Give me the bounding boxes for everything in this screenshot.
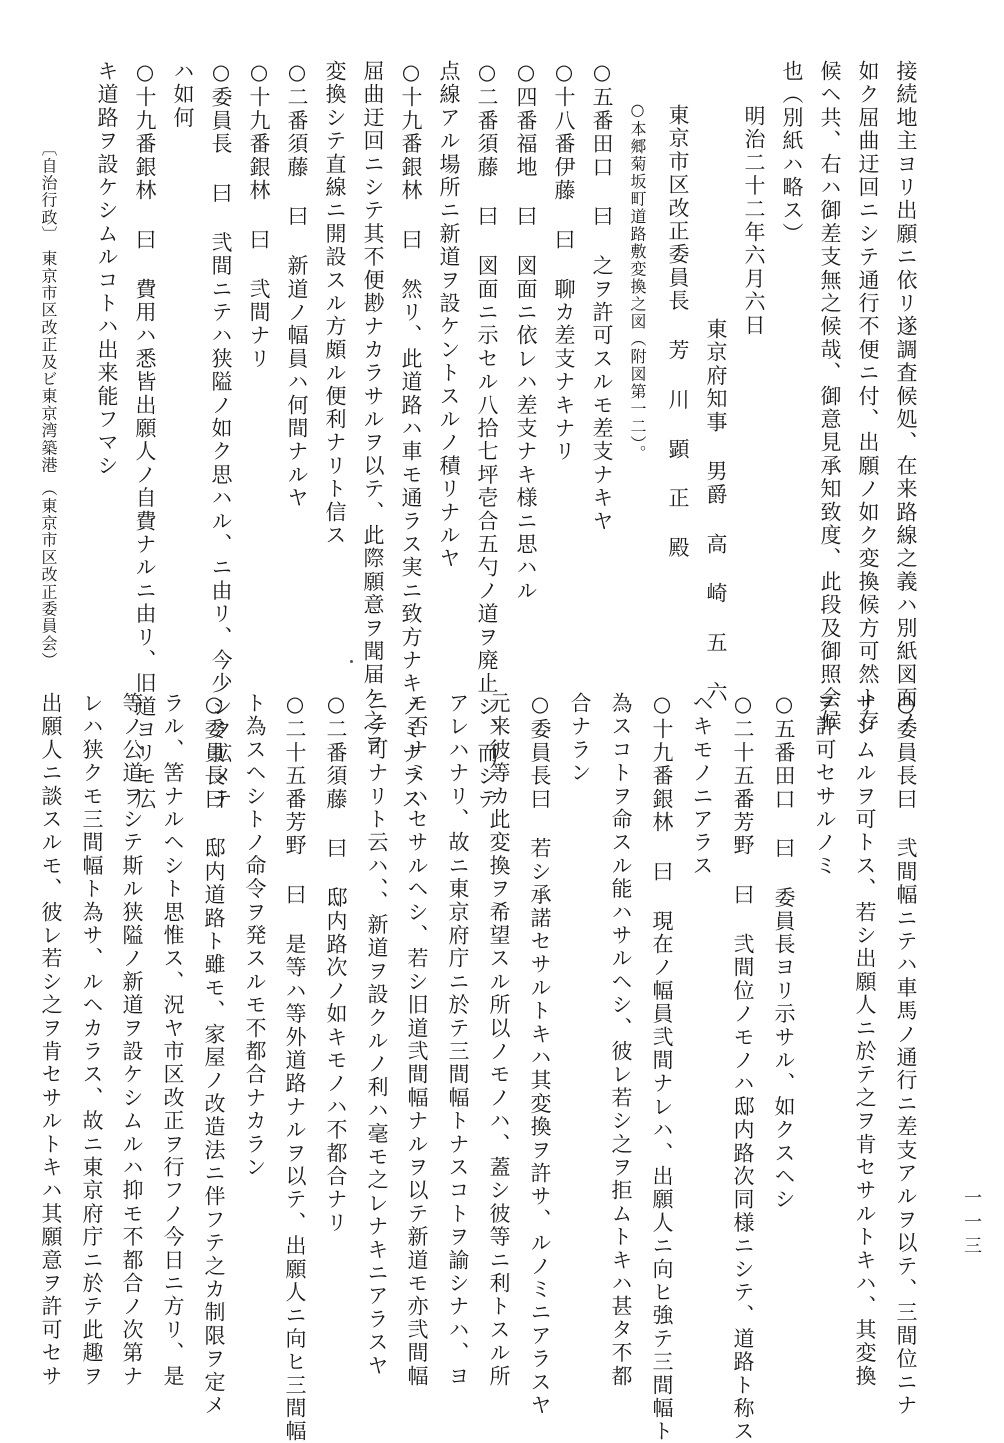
text-column: ○委員長曰 邸内道路ト雖モ、家屋ノ改造法ニ伴フテ之カ制限ヲ定メ xyxy=(202,692,226,1418)
text-column: ○十九番銀林 曰 現在ノ幅員弐間ナレハ、出願人ニ向ヒ強テ三間幅ト xyxy=(650,692,674,1443)
text-column: 候ヘ共、右ハ御差支無之候哉、御意見承知致度、此段及御照会候 xyxy=(818,60,842,733)
text-column: 屈曲迂回ニシテ其不便尠ナカラサルヲ以テ、此際願意ヲ聞届ケ之ヲ xyxy=(361,60,385,756)
sender-line: 東京府知事 男爵 高 崎 五 六 xyxy=(704,318,728,705)
text-column: ○委員長曰 弐間幅ニテハ車馬ノ通行ニ差支アルヲ以テ、三間位ニナ xyxy=(894,692,918,1418)
text-column: アレハナリ、故ニ東京府庁ニ於テ三間幅トナスコトヲ諭シナハ、ヨ xyxy=(446,692,470,1388)
text-column: ○二十五番芳野 曰 是等ハ等外道路ナルヲ以テ、出願人ニ向ヒ三間幅 xyxy=(283,692,307,1443)
text-column: 等ノ公道ヲシテ斯ル狭隘ノ新道ヲ設ケシムルハ抑モ不都合ノ次第ナ xyxy=(120,692,144,1388)
text-column: 接続地主ヨリ出願ニ依リ遂調査候処、在来路線之義ハ別紙図面ノ xyxy=(894,60,918,733)
text-column: ヘキモノニアラス xyxy=(690,692,714,878)
text-column: ○二番須藤 曰 邸内路次ノ如キモノハ不都合ナリ xyxy=(324,692,348,1235)
text-column: 也（別紙ハ略ス） xyxy=(780,60,804,246)
text-column: 出願人ニ談スルモ、彼レ若シ之ヲ肯セサルトキハ其願意ヲ許可セサ xyxy=(39,692,63,1388)
text-column: ○二番須藤 曰 図面ニ示セル八拾七坪壱合五勺ノ道ヲ廃止シ、而シテ xyxy=(475,60,499,812)
date-line: 明治二十二年六月六日 xyxy=(742,105,766,337)
text-column: ○二番須藤 曰 新道ノ幅員ハ何間ナルヤ xyxy=(285,60,309,510)
footer-subtitle: （東京市区改正委員会） xyxy=(39,480,58,670)
text-column: ハ如何 xyxy=(171,60,195,130)
text-column: ○十九番銀林 曰 費用ハ悉皆出願人ノ自費ナルニ由リ、旧道ヨリモ広 xyxy=(133,60,157,812)
recipient-line: 東京市区改正委員長 芳 川 顕 正 殿 xyxy=(666,104,690,560)
text-column: ニテ可ナリト云ハ、、新道ヲ設クルノ利ハ毫モ之レナキニアラスヤ xyxy=(365,692,389,1378)
text-column: ○委員長 曰 弐間ニテハ狭隘ノ如ク思ハル、ニ由リ、今少シク拡メテ xyxy=(209,60,233,812)
text-column: ○五番田口 曰 之ヲ許可スルモ差支ナキヤ xyxy=(590,60,614,533)
text-column: ラル、筈ナルヘシト思惟ス、況ヤ市区改正ヲ行フノ今日ニ方リ、是 xyxy=(161,692,185,1389)
footer-series: 〔自治行政〕 xyxy=(39,140,58,244)
text-column: ○十九番銀林 曰 弐間ナリ xyxy=(247,60,271,371)
center-mark xyxy=(350,660,353,663)
text-column: ○委員長曰 若シ承諾セサルトキハ其変換ヲ許サ、ルノミニアラスヤ xyxy=(528,692,552,1418)
text-column: 如ク屈曲迂回ニシテ通行不便ニ付、出願ノ如ク変換候方可然ト存 xyxy=(856,60,880,733)
text-column: 為スコトヲ命スル能ハサルヘシ、彼レ若シ之ヲ拒ムトキハ甚タ不都 xyxy=(609,692,633,1388)
text-column: ヲ許可セサルノミ xyxy=(813,692,837,878)
text-column: ○二十五番芳野 曰 弐間位ノモノハ邸内路次同様ニシテ、道路ト称ス xyxy=(731,692,755,1443)
page-number: 一一三 xyxy=(961,1188,982,1260)
text-column: ○十八番伊藤 曰 聊カ差支ナキナリ xyxy=(552,60,576,464)
text-column: ○十九番銀林 曰 然リ、此道路ハ車モ通ラス実ニ致方ナキノミナラス xyxy=(399,60,423,812)
figure-reference: ○本郷菊坂町道路敷変換之図（附図第一二）。 xyxy=(628,100,647,463)
text-column: キ道路ヲ設ケシムルコトハ出来能フマシ xyxy=(95,60,119,478)
text-column: 合ナラン xyxy=(568,692,592,785)
text-column: 点線アル場所ニ新道ヲ設ケントスルノ積リナルヤ xyxy=(437,60,461,571)
text-column: 元来彼等カ此変換ヲ希望スル所以ノモノハ、蓋シ彼等ニ利トスル所 xyxy=(487,692,511,1388)
text-column: レハ狭クモ三間幅ト為サ、ルヘカラス、故ニ東京府庁ニ於テ此趣ヲ xyxy=(80,692,104,1388)
text-column: ○四番福地 曰 図面ニ依レハ差支ナキ様ニ思ハル xyxy=(514,60,538,603)
footer-title: 東京市区改正及ビ東京湾築港 xyxy=(39,250,58,474)
text-column: ト為スヘシトノ命令ヲ発スルモ不都合ナカラン xyxy=(243,692,267,1180)
text-column: 変換シテ直線ニ開設スル方頗ル便利ナリト信ス xyxy=(323,60,347,548)
text-column: モ否ナミハセサルヘシ、若シ旧道弐間幅ナルヲ以テ新道モ亦弐間幅 xyxy=(405,692,429,1388)
text-column: サシムルヲ可トス、若シ出願人ニ於テ之ヲ肯セサルトキハ、其変換 xyxy=(853,692,877,1388)
text-column: ○五番田口 曰 委員長ヨリ示サル、如クスヘシ xyxy=(772,692,796,1212)
